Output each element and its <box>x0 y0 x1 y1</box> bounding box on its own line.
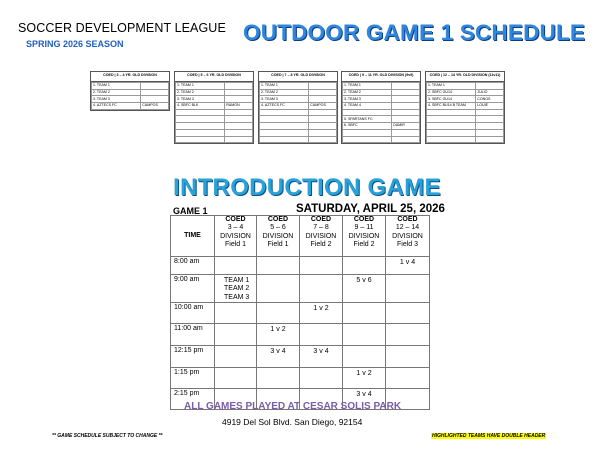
roster-row <box>343 83 420 90</box>
main-title: OUTDOOR GAME 1 SCHEDULE <box>243 20 586 45</box>
matchup-cell: 1 v 2 <box>343 368 386 389</box>
roster-row <box>176 109 253 116</box>
schedule-row <box>171 368 430 389</box>
time-cell: 12:15 pm <box>171 346 215 368</box>
team-name: 3. TEAM 3 <box>176 96 225 103</box>
roster-row <box>176 89 253 96</box>
team-name <box>176 129 225 136</box>
team-name: 2. TEAM 2 <box>343 89 392 96</box>
roster-row <box>427 109 504 116</box>
column-header: COED 3 – 4 DIVISION Field 1 <box>215 216 257 257</box>
coach-name: DAMIR <box>392 123 420 130</box>
roster-row <box>343 136 420 143</box>
team-name <box>343 136 392 143</box>
matchup-cell <box>215 257 257 275</box>
coach-name <box>225 109 253 116</box>
time-cell: 11:00 am <box>171 324 215 346</box>
team-name: 1. TEAM 1 <box>260 83 309 90</box>
roster-row <box>343 116 420 123</box>
coach-name <box>392 89 420 96</box>
matchup-cell: 3 v 4 <box>300 346 343 368</box>
team-name: 4. TEAM 4 <box>343 103 392 110</box>
roster-row <box>260 109 337 116</box>
coach-name <box>141 89 169 96</box>
matchup-cell <box>386 368 430 389</box>
team-name <box>427 109 476 116</box>
highlight-note: HIGHLIGHTED TEAMS HAVE DOUBLE HEADER <box>432 433 546 439</box>
coach-name <box>392 116 420 123</box>
matchup-cell <box>215 346 257 368</box>
team-name: 2. TEAM 2 <box>92 89 141 96</box>
coach-name: CAMPOS <box>141 103 169 110</box>
venue: ALL GAMES PLAYED AT CESAR SOLIS PARK <box>184 401 402 412</box>
roster-row <box>343 123 420 130</box>
coach-name <box>392 129 420 136</box>
team-name <box>260 123 309 130</box>
matchup-cell <box>386 275 430 303</box>
team-name: 4. SBFC BU14 B TEAM <box>427 103 476 110</box>
team-name: 2. SBFC GU14 <box>427 89 476 96</box>
team-name <box>427 123 476 130</box>
roster-row <box>176 116 253 123</box>
coach-name <box>309 129 337 136</box>
division-title: COED | 3 – 4 YR. OLD DIVISION <box>91 72 169 82</box>
roster-row <box>176 136 253 143</box>
roster-row <box>343 109 420 116</box>
team-name: 3. SBFC GU14 <box>427 96 476 103</box>
roster-row <box>260 116 337 123</box>
coach-name <box>392 109 420 116</box>
time-cell: 1:15 pm <box>171 368 215 389</box>
column-header: COED 7 – 8 DIVISION Field 2 <box>300 216 343 257</box>
time-cell: 9:00 am <box>171 275 215 303</box>
coach-name <box>392 96 420 103</box>
coach-name <box>225 83 253 90</box>
matchup-cell: 1 v 4 <box>386 257 430 275</box>
team-name: 1. TEAM 1 <box>427 83 476 90</box>
coach-name <box>309 123 337 130</box>
schedule-table <box>170 215 430 410</box>
matchup-cell <box>300 275 343 303</box>
matchup-cell <box>257 303 300 324</box>
team-name: 3. TEAM 3 <box>343 96 392 103</box>
schedule-row <box>171 346 430 368</box>
division-title: COED | 12 – 14 YR. OLD DIVISION (11v11) <box>426 72 504 82</box>
team-name <box>176 116 225 123</box>
roster-row <box>260 96 337 103</box>
game-date: SATURDAY, APRIL 25, 2026 <box>296 203 445 215</box>
division-title: COED | 7 – 8 YR. OLD DIVISION <box>259 72 337 82</box>
coach-name: CONOS <box>476 96 504 103</box>
roster-row <box>260 123 337 130</box>
team-name: 1. TEAM 1 <box>176 83 225 90</box>
team-name: 1. TEAM 1 <box>92 83 141 90</box>
coach-name <box>309 109 337 116</box>
roster-row <box>427 123 504 130</box>
coach-name <box>476 109 504 116</box>
team-name <box>427 129 476 136</box>
time-cell: 2:15 pm <box>171 389 215 410</box>
roster-row <box>427 116 504 123</box>
roster-row <box>92 83 169 90</box>
coach-name <box>225 116 253 123</box>
matchup-cell <box>215 368 257 389</box>
roster-row <box>427 129 504 136</box>
matchup-cell <box>215 303 257 324</box>
matchup-cell <box>300 368 343 389</box>
roster-row <box>260 89 337 96</box>
disclaimer: ** GAME SCHEDULE SUBJECT TO CHANGE ** <box>52 433 163 439</box>
coach-name <box>392 83 420 90</box>
roster-row <box>343 103 420 110</box>
roster-row <box>92 89 169 96</box>
matchup-cell: 1 v 2 <box>257 324 300 346</box>
team-name: 6. SBFC <box>343 123 392 130</box>
team-name: 3. TEAM 3 <box>260 96 309 103</box>
team-name: 2. TEAM 2 <box>260 89 309 96</box>
roster-row <box>176 96 253 103</box>
division-title: COED | 5 – 6 YR. OLD DIVISION <box>175 72 253 82</box>
coach-name: JULIO <box>476 89 504 96</box>
matchup-cell <box>257 275 300 303</box>
team-name <box>343 109 392 116</box>
team-name <box>343 129 392 136</box>
team-name <box>176 109 225 116</box>
matchup-cell <box>215 324 257 346</box>
roster-row <box>343 129 420 136</box>
roster-row <box>260 83 337 90</box>
team-name <box>260 136 309 143</box>
roster-row <box>427 83 504 90</box>
team-name: 4. AZTECS FC <box>260 103 309 110</box>
division-roster <box>341 71 421 144</box>
division-title: COED | 9 – 11 YR. OLD DIVISION (9v9) <box>342 72 420 82</box>
coach-name <box>225 89 253 96</box>
matchup-cell: 3 v 4 <box>257 346 300 368</box>
coach-name <box>476 116 504 123</box>
matchup-cell <box>257 257 300 275</box>
matchup-cell <box>343 346 386 368</box>
column-header: COED 5 – 6 DIVISION Field 1 <box>257 216 300 257</box>
address: 4919 Del Sol Blvd. San Diego, 92154 <box>222 417 363 427</box>
matchup-cell: TEAM 1 TEAM 2 TEAM 3 <box>215 275 257 303</box>
coach-name <box>141 96 169 103</box>
roster-row <box>427 89 504 96</box>
schedule-row <box>171 324 430 346</box>
coach-name <box>392 136 420 143</box>
roster-row <box>176 103 253 110</box>
division-roster <box>258 71 338 144</box>
roster-row <box>427 96 504 103</box>
team-name <box>176 123 225 130</box>
roster-row <box>260 136 337 143</box>
time-cell: 10:00 am <box>171 303 215 324</box>
roster-row <box>343 89 420 96</box>
matchup-cell <box>300 257 343 275</box>
team-name: 1. TEAM 1 <box>343 83 392 90</box>
coach-name <box>476 129 504 136</box>
matchup-cell <box>386 324 430 346</box>
coach-name <box>225 136 253 143</box>
team-name: 3. TEAM 3 <box>92 96 141 103</box>
roster-row <box>260 129 337 136</box>
roster-row <box>343 96 420 103</box>
team-name <box>260 129 309 136</box>
roster-row <box>92 103 169 110</box>
matchup-cell <box>343 257 386 275</box>
schedule-row <box>171 275 430 303</box>
game-label: GAME 1 <box>173 206 208 216</box>
coach-name: RAMON <box>225 103 253 110</box>
coach-name: CAMPOS <box>309 103 337 110</box>
team-name <box>427 116 476 123</box>
matchup-cell <box>386 303 430 324</box>
coach-name <box>476 136 504 143</box>
roster-row <box>427 103 504 110</box>
coach-name <box>309 96 337 103</box>
matchup-cell: 1 v 2 <box>300 303 343 324</box>
coach-name <box>309 136 337 143</box>
coach-name <box>141 83 169 90</box>
matchup-cell <box>300 324 343 346</box>
coach-name <box>476 123 504 130</box>
matchup-cell <box>343 324 386 346</box>
team-name <box>176 136 225 143</box>
team-name: 5. SPARTANS FC <box>343 116 392 123</box>
team-name <box>427 136 476 143</box>
team-name <box>260 116 309 123</box>
intro-title: INTRODUCTION GAME <box>173 174 441 201</box>
division-roster <box>174 71 254 144</box>
matchup-cell: 5 v 6 <box>343 275 386 303</box>
schedule-row <box>171 257 430 275</box>
coach-name <box>225 123 253 130</box>
time-header: TIME <box>171 216 215 257</box>
roster-row <box>176 129 253 136</box>
roster-row <box>427 136 504 143</box>
schedule-header-row <box>171 216 430 257</box>
matchup-cell <box>343 303 386 324</box>
matchup-cell <box>257 368 300 389</box>
column-header: COED 12 – 14 DIVISION Field 3 <box>386 216 430 257</box>
schedule-row <box>171 303 430 324</box>
season-label: SPRING 2026 SEASON <box>26 39 124 49</box>
coach-name <box>309 89 337 96</box>
team-name <box>260 109 309 116</box>
coach-name <box>225 96 253 103</box>
team-name: 4. SBFC BLK <box>176 103 225 110</box>
coach-name <box>225 129 253 136</box>
league-name: SOCCER DEVELOPMENT LEAGUE <box>18 21 226 35</box>
coach-name <box>392 103 420 110</box>
team-name: 4. AZTECS FC <box>92 103 141 110</box>
roster-row <box>260 103 337 110</box>
matchup-cell: 3 v 4 <box>343 389 386 410</box>
coach-name <box>309 83 337 90</box>
coach-name <box>309 116 337 123</box>
roster-row <box>176 123 253 130</box>
coach-name <box>476 83 504 90</box>
team-name: 2. TEAM 2 <box>176 89 225 96</box>
roster-row <box>92 96 169 103</box>
time-cell: 8:00 am <box>171 257 215 275</box>
roster-row <box>176 83 253 90</box>
matchup-cell <box>386 346 430 368</box>
coach-name: LOUIE <box>476 103 504 110</box>
division-roster <box>425 71 505 144</box>
column-header: COED 9 – 11 DIVISION Field 2 <box>343 216 386 257</box>
division-roster <box>90 71 170 111</box>
